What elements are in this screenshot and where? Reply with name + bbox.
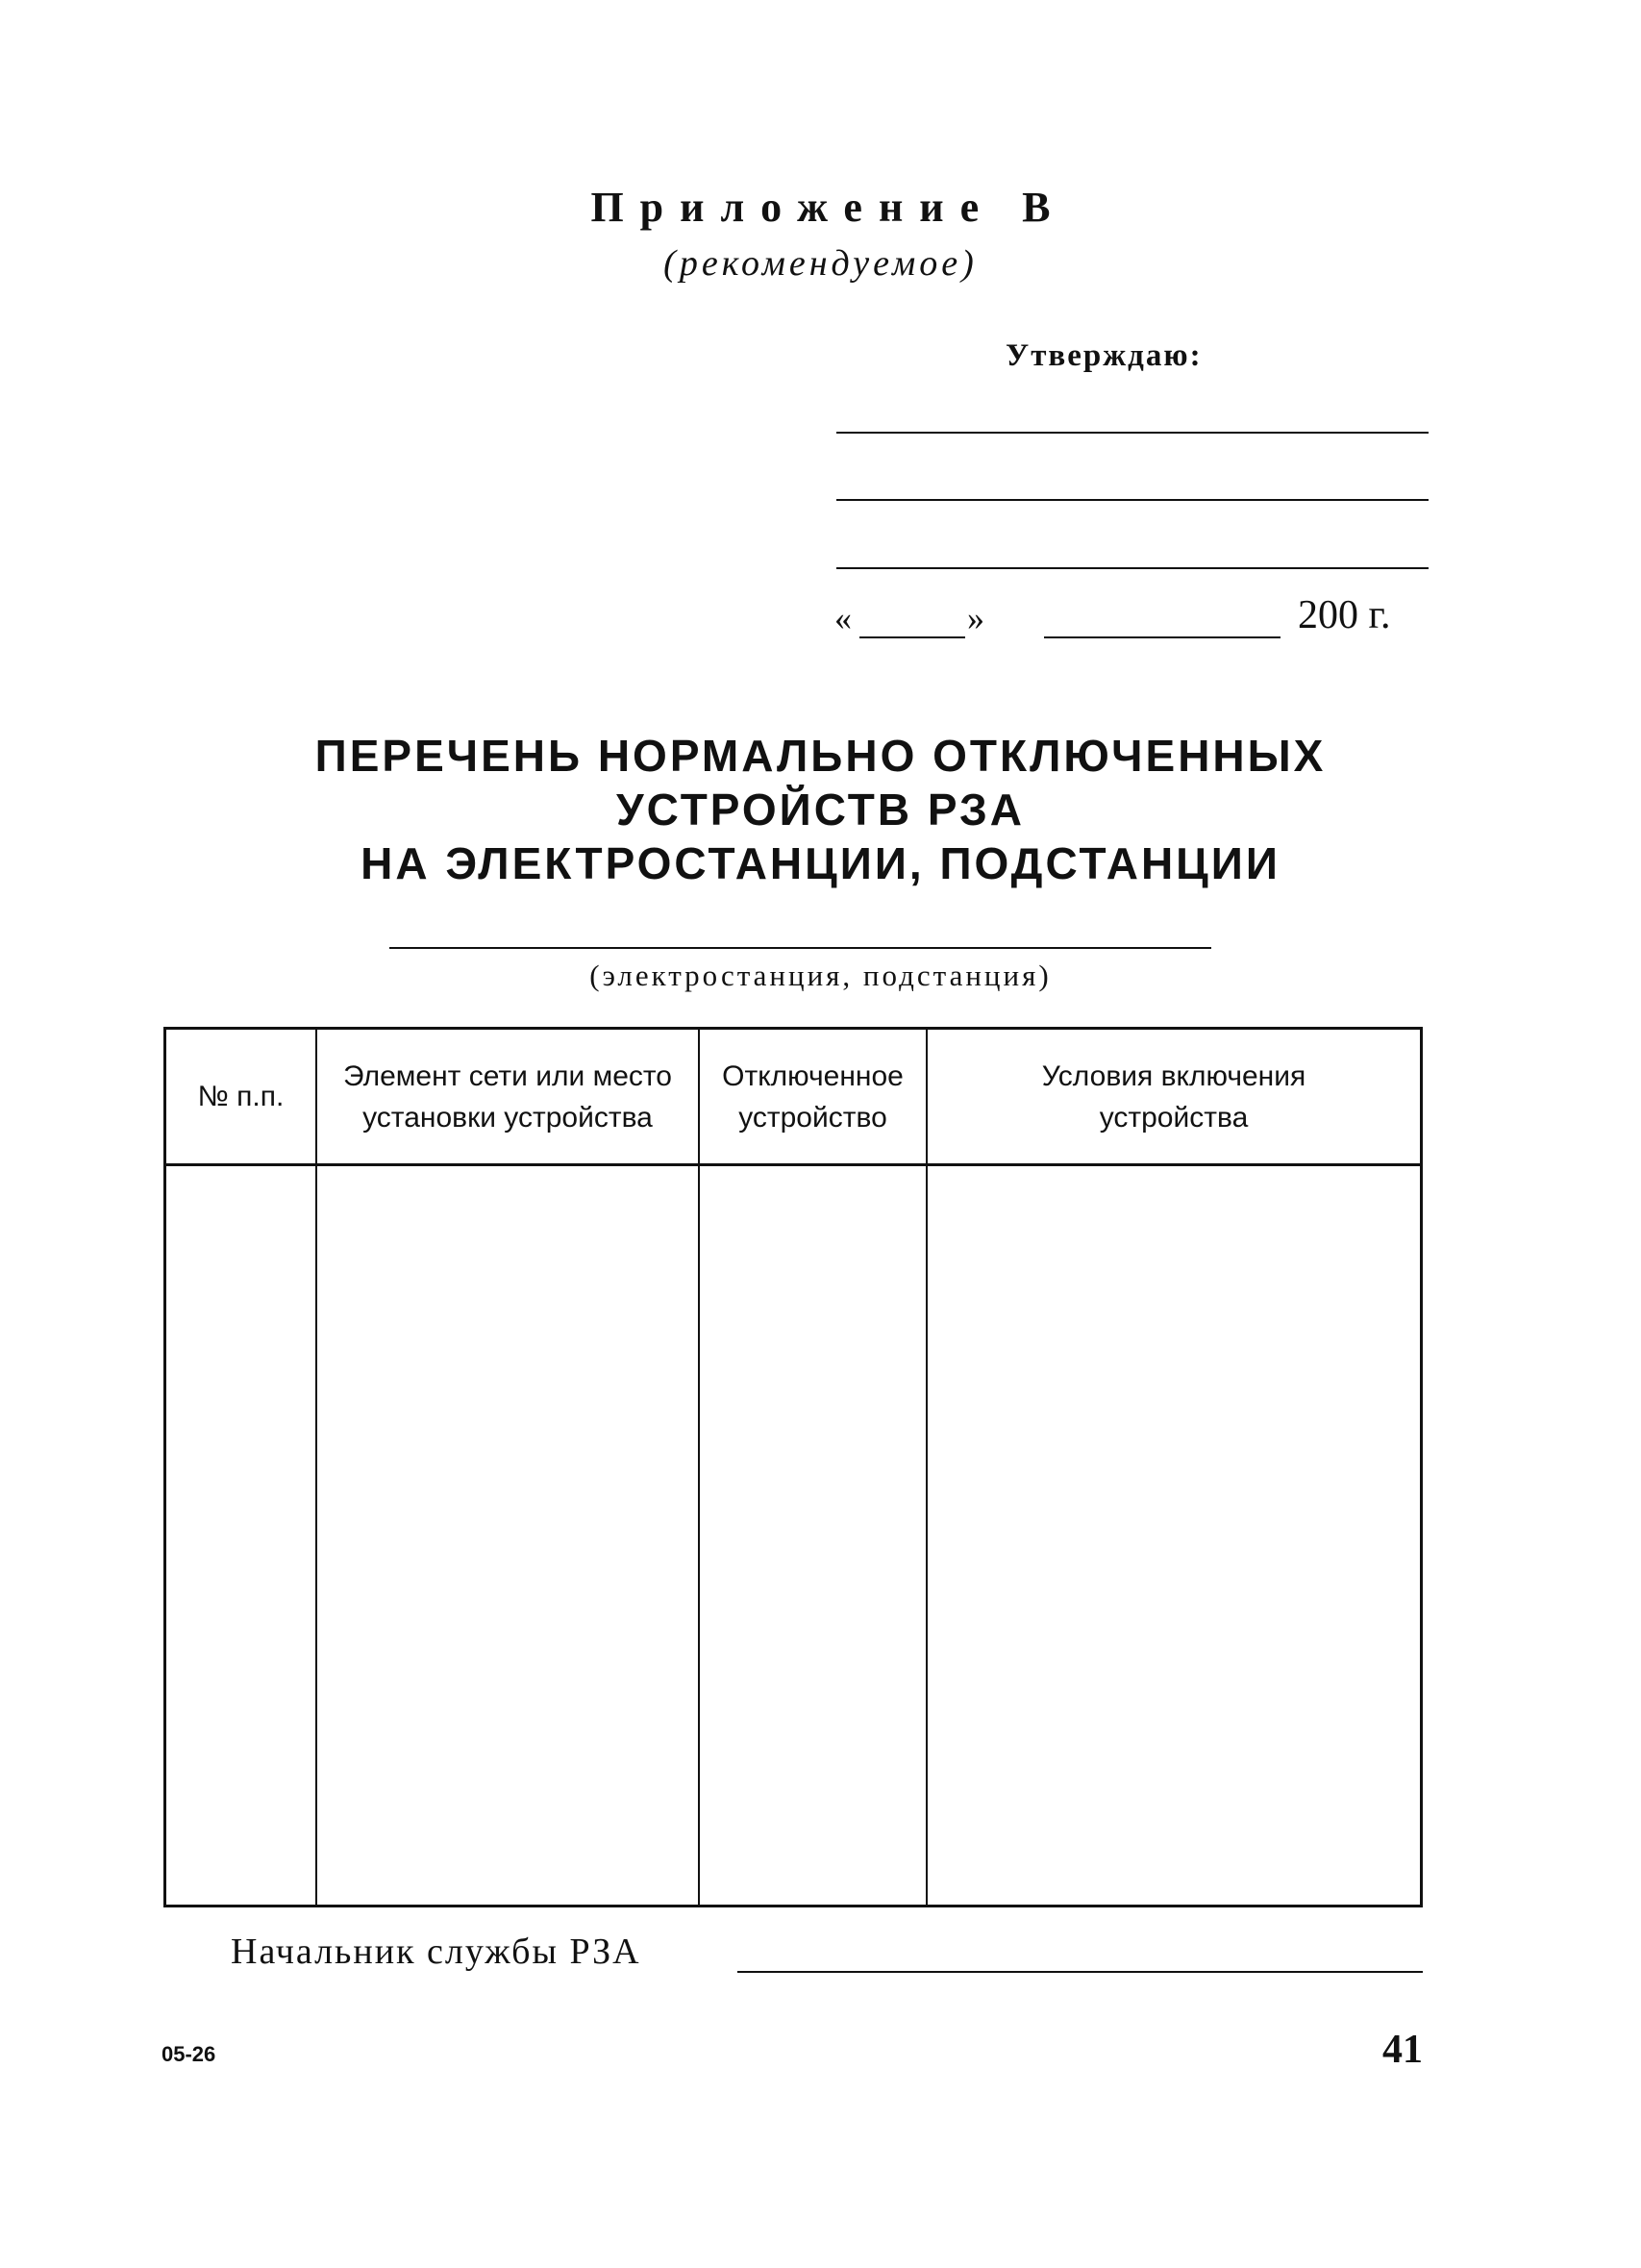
approval-signature-line-2 bbox=[836, 499, 1429, 501]
date-year: 200 г. bbox=[1298, 593, 1391, 637]
date-month-blank bbox=[1044, 636, 1280, 638]
header-conditions: Условия включения устройства bbox=[1041, 1059, 1306, 1134]
document-title-line-3: НА ЭЛЕКТРОСТАНЦИИ, ПОДСТАНЦИИ bbox=[361, 838, 1280, 888]
document-code: 05-26 bbox=[162, 2042, 216, 2066]
header-element: Элемент сети или место установки устройства bbox=[343, 1059, 672, 1134]
header-number: № п.п. bbox=[197, 1081, 285, 1112]
document-title-line-2: УСТРОЙСТВ РЗА bbox=[616, 785, 1025, 835]
header-divider bbox=[166, 1163, 1420, 1166]
station-caption: (электростанция, подстанция) bbox=[589, 959, 1052, 992]
appendix-subtitle: (рекомендуемое) bbox=[663, 243, 978, 284]
approval-label: Утверждаю: bbox=[1006, 338, 1203, 373]
date-day-blank bbox=[859, 636, 965, 638]
appendix-title: Приложение В bbox=[590, 184, 1067, 231]
approval-date-row bbox=[834, 592, 1430, 646]
approval-signature-line-3 bbox=[836, 567, 1429, 569]
approval-signature-line-1 bbox=[836, 432, 1429, 434]
date-quote-close: » bbox=[967, 599, 984, 637]
chief-signature-line bbox=[737, 1971, 1423, 1973]
page-number: 41 bbox=[1382, 2028, 1423, 2072]
document-title-line-1: ПЕРЕЧЕНЬ НОРМАЛЬНО ОТКЛЮЧЕННЫХ bbox=[314, 731, 1327, 781]
date-quote-open: « bbox=[834, 599, 852, 637]
devices-table bbox=[163, 1027, 1423, 1907]
document-title bbox=[0, 729, 1641, 890]
station-name-line bbox=[389, 947, 1211, 949]
chief-label: Начальник службы РЗА bbox=[231, 1932, 641, 1972]
header-device: Отключенное устройство bbox=[722, 1059, 904, 1134]
